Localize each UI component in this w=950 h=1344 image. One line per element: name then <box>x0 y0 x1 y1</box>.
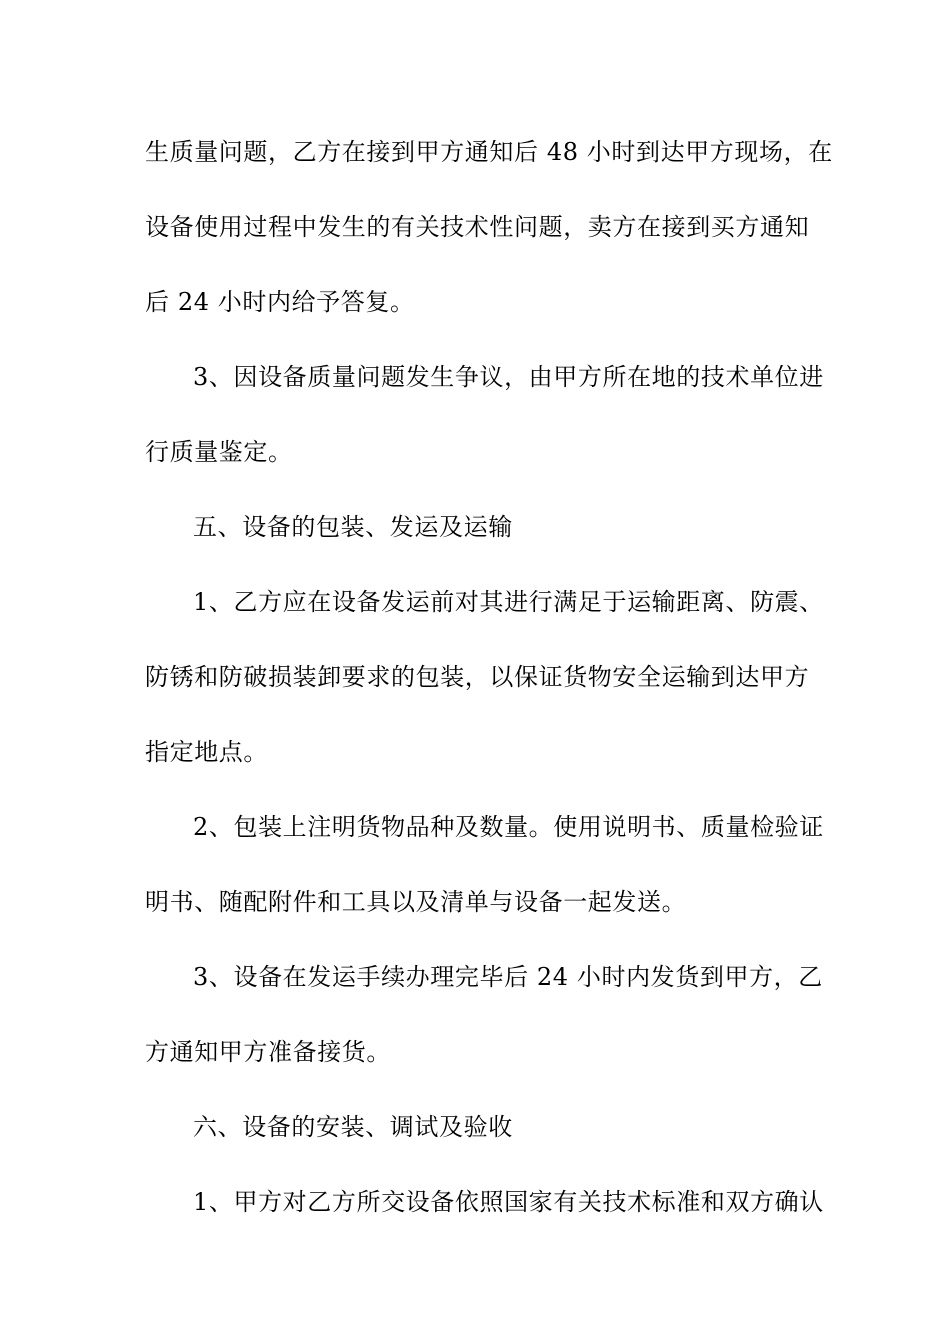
text-line: 后 24 小时内给予答复。 <box>145 288 415 316</box>
text-line: 方通知甲方准备接货。 <box>145 1038 391 1066</box>
paragraph-start: 1、甲方对乙方所交设备依照国家有关技术标准和双方确认 <box>193 1188 824 1216</box>
paragraph-start: 3、设备在发运手续办理完毕后 24 小时内发货到甲方，乙 <box>193 963 823 991</box>
paragraph-start: 2、包装上注明货物品种及数量。使用说明书、质量检验证 <box>193 813 824 841</box>
section-heading: 六、设备的安装、调试及验收 <box>193 1113 513 1141</box>
section-heading: 五、设备的包装、发运及运输 <box>193 513 513 541</box>
text-line: 行质量鉴定。 <box>145 438 293 466</box>
text-line: 明书、随配附件和工具以及清单与设备一起发送。 <box>145 888 687 916</box>
paragraph-start: 1、乙方应在设备发运前对其进行满足于运输距离、防震、 <box>193 588 824 616</box>
text-line: 指定地点。 <box>145 738 268 766</box>
text-line: 防锈和防破损装卸要求的包装，以保证货物安全运输到达甲方 <box>145 663 810 691</box>
paragraph-start: 3、因设备质量问题发生争议，由甲方所在地的技术单位进 <box>193 363 824 391</box>
text-line: 设备使用过程中发生的有关技术性问题，卖方在接到买方通知 <box>145 213 810 241</box>
text-line: 生质量问题，乙方在接到甲方通知后 48 小时到达甲方现场，在 <box>145 138 833 166</box>
